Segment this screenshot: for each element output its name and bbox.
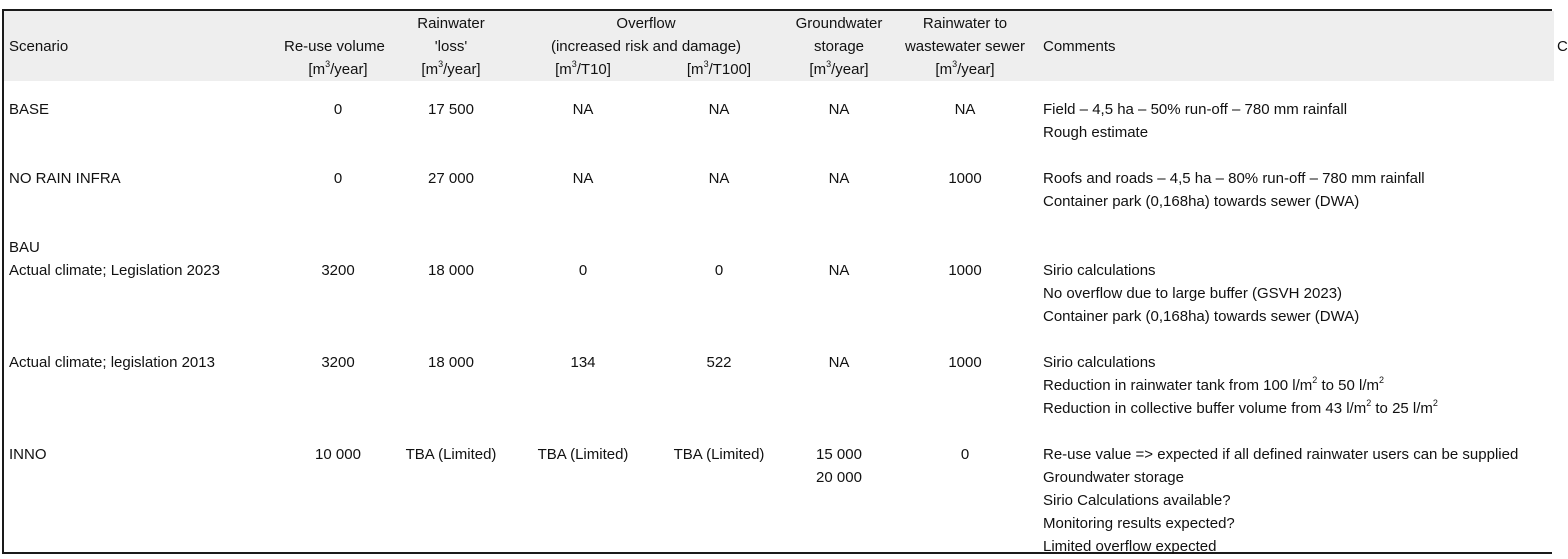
header-groundwater-unit: $[m^3/year]$	[809, 59, 869, 78]
row-base-sewer: NA	[954, 101, 976, 118]
row-2013-loss: 18 000	[428, 354, 474, 371]
row-2013-comment-3: Reduction in collective buffer volume from 43 $l/m^2$ to 25 $l/m^2$	[1043, 398, 1438, 417]
header-overflow-title: Overflow	[616, 15, 676, 32]
row-norain-comment-1: Roofs and roads – 4,5 ha – 80% run-off – 780 mm rainfall	[1043, 170, 1425, 187]
row-inno-t100: TBA (Limited)	[673, 446, 765, 463]
row-norain-scenario: NO RAIN INFRA	[9, 170, 121, 187]
header-loss-subtitle: 'loss'	[434, 38, 468, 55]
row-base-t100: NA	[708, 101, 730, 118]
row-bau-comment-2: No overflow due to large buffer (GSVH 2023)	[1043, 285, 1343, 302]
row-norain-groundwater: NA	[828, 170, 850, 187]
row-inno-t10: TBA (Limited)	[537, 446, 629, 463]
row-bau-sewer: 1000	[948, 262, 982, 279]
row-bau-comment-3: Container park (0,168ha) towards sewer (DWA)	[1043, 308, 1360, 325]
header-sewer-subtitle: wastewater sewer	[904, 38, 1026, 55]
row-norain-comment-2: Container park (0,168ha) towards sewer (DWA)	[1043, 193, 1360, 210]
row-inno-scenario: INNO	[9, 446, 47, 463]
row-2013-comment-2: Reduction in rainwater tank from 100 $l/m^2$ to 50 $l/m^2$	[1043, 375, 1385, 394]
header-sewer-title: Rainwater to	[922, 15, 1008, 32]
row-inno-comment-2: Groundwater storage	[1043, 469, 1184, 486]
row-2013-comment-1: Sirio calculations	[1043, 354, 1156, 371]
header-cut-off-column: C	[1557, 38, 1568, 55]
row-bau-t100: 0	[714, 262, 724, 279]
header-loss-title: Rainwater	[417, 15, 485, 32]
row-bau-t10: 0	[578, 262, 588, 279]
row-base-t10: NA	[572, 101, 594, 118]
row-2013-scenario: Actual climate; legislation 2013	[9, 354, 215, 371]
row-base-reuse: 0	[333, 101, 343, 118]
row-base-comment-1: Field – 4,5 ha – 50% run-off – 780 mm rainfall	[1043, 101, 1348, 118]
row-norain-loss: 27 000	[428, 170, 474, 187]
row-inno-loss: TBA (Limited)	[405, 446, 497, 463]
row-inno-reuse: 10 000	[315, 446, 361, 463]
row-2013-sewer: 1000	[948, 354, 982, 371]
row-base-comment-2: Rough estimate	[1043, 124, 1149, 141]
header-groundwater-subtitle: storage	[813, 38, 865, 55]
row-2013-t10: 134	[570, 354, 596, 371]
row-inno-sewer: 0	[960, 446, 970, 463]
row-2013-groundwater: NA	[828, 354, 850, 371]
row-bau-reuse: 3200	[321, 262, 355, 279]
header-overflow-subtitle: (increased risk and damage)	[550, 38, 742, 55]
header-overflow-t10: $[m^3/T10]$	[555, 59, 611, 78]
row-inno-comment-3: Sirio Calculations available?	[1043, 492, 1231, 509]
header-groundwater-title: Groundwater	[795, 15, 883, 32]
row-bau-loss: 18 000	[428, 262, 474, 279]
row-2013-reuse: 3200	[321, 354, 355, 371]
header-scenario: Scenario	[9, 38, 69, 55]
row-norain-sewer: 1000	[948, 170, 982, 187]
row-inno-comment-1: Re-use value => expected if all defined rainwater users can be supplied	[1043, 446, 1519, 463]
header-sewer-unit: $[m^3/year]$	[935, 59, 995, 78]
row-norain-t10: NA	[572, 170, 594, 187]
row-inno-groundwater-2: 20 000	[816, 469, 862, 486]
row-bau-comment-1: Sirio calculations	[1043, 262, 1156, 279]
row-inno-comment-4: Monitoring results expected?	[1043, 515, 1235, 532]
row-2013-t100: 522	[706, 354, 732, 371]
row-inno-groundwater-1: 15 000	[816, 446, 862, 463]
row-inno-comment-5: Limited overflow expected	[1043, 538, 1217, 555]
header-reuse-unit: $[m^3/year]$	[308, 59, 368, 78]
header-overflow-t100: $[m^3/T100]$	[686, 59, 752, 78]
row-norain-t100: NA	[708, 170, 730, 187]
row-bau-scenario: BAU	[9, 239, 40, 256]
header-comments: Comments	[1043, 38, 1116, 55]
header-reuse-title: Re-use volume	[284, 38, 385, 55]
row-bau-groundwater: NA	[828, 262, 850, 279]
row-bau-subscenario: Actual climate; Legislation 2023	[9, 262, 220, 279]
row-base-scenario: BASE	[9, 101, 50, 118]
row-base-loss: 17 500	[428, 101, 474, 118]
row-norain-reuse: 0	[333, 170, 343, 187]
header-loss-unit: $[m^3/year]$	[421, 59, 481, 78]
row-base-groundwater: NA	[828, 101, 850, 118]
